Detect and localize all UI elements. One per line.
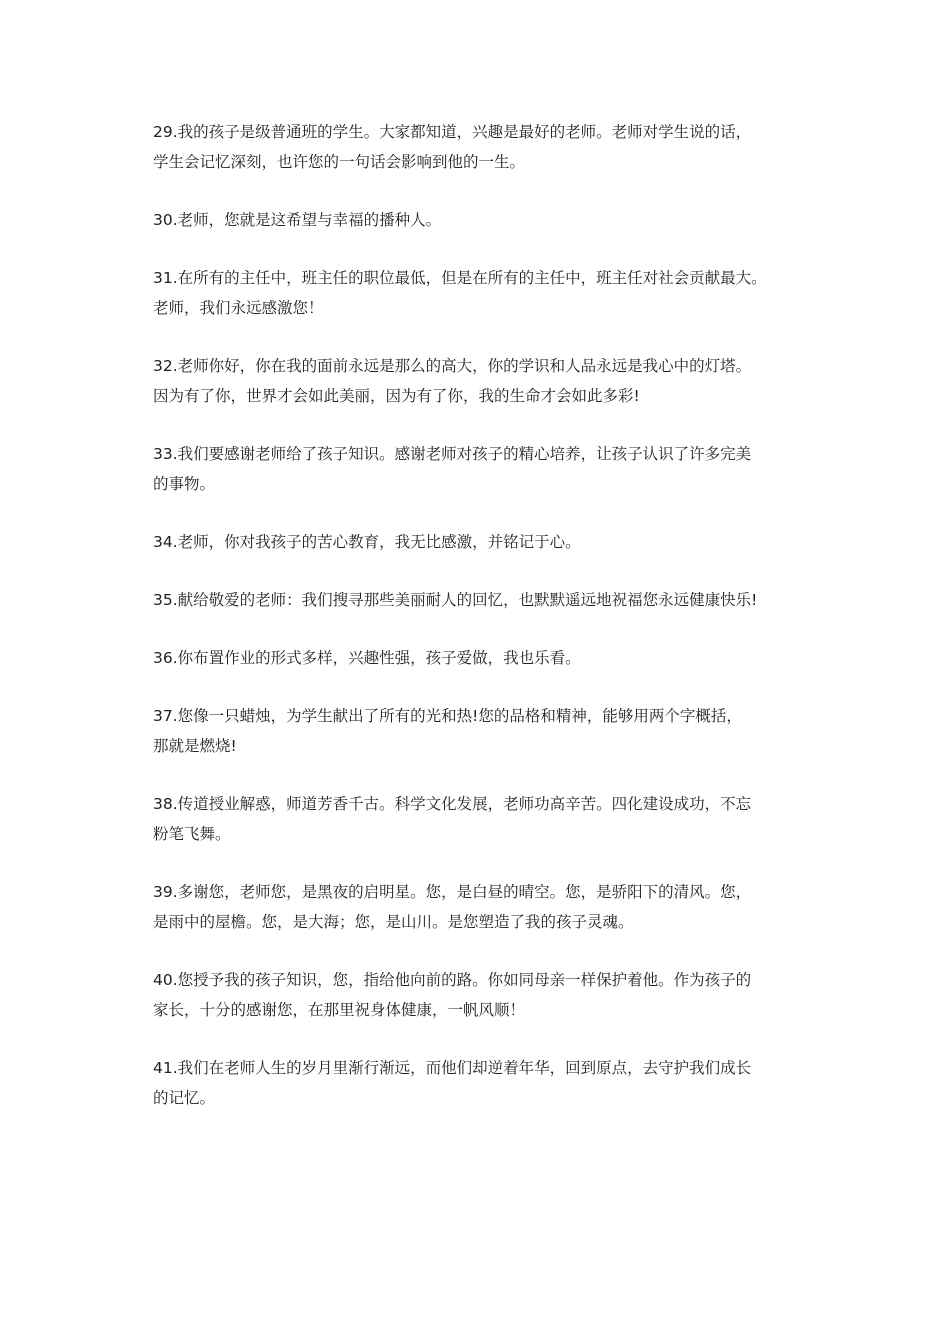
- entry-list: [153, 117, 813, 1141]
- entry-line: 粉笔飞舞。: [153, 825, 231, 843]
- entry-line: 32.老师你好，你在我的面前永远是那么的高大，你的学识和人品永远是我心中的灯塔。: [153, 357, 752, 375]
- entry-38: [153, 789, 813, 849]
- entry-line: 学生会记忆深刻，也许您的一句话会影响到他的一生。: [153, 153, 526, 171]
- entry-line: 的记忆。: [153, 1089, 216, 1107]
- entry-line: 39.多谢您，老师您，是黑夜的启明星。您，是白昼的晴空。您，是骄阳下的清风。您，: [153, 883, 752, 901]
- entry-35: [153, 585, 813, 615]
- entry-36: [153, 643, 813, 673]
- entry-line: 因为有了你，世界才会如此美丽，因为有了你，我的生命才会如此多彩!: [153, 387, 640, 405]
- entry-line: 34.老师，你对我孩子的苦心教育，我无比感激，并铭记于心。: [153, 533, 581, 551]
- entry-33: [153, 439, 813, 499]
- entry-34: [153, 527, 813, 557]
- entry-32: [153, 351, 813, 411]
- entry-39: [153, 877, 813, 937]
- entry-line: 38.传道授业解惑，师道芳香千古。科学文化发展，老师功高辛苦。四化建设成功，不忘: [153, 795, 752, 813]
- entry-line: 33.我们要感谢老师给了孩子知识。感谢老师对孩子的精心培养，让孩子认识了许多完美: [153, 445, 752, 463]
- entry-line: 35.献给敬爱的老师：我们搜寻那些美丽耐人的回忆，也默默遥远地祝福您永远健康快乐!: [153, 591, 758, 609]
- entry-line: 家长，十分的感谢您，在那里祝身体健康，一帆风顺！: [153, 1001, 526, 1019]
- entry-line: 37.您像一只蜡烛，为学生献出了所有的光和热!您的品格和精神，能够用两个字概括，: [153, 707, 742, 725]
- entry-line: 40.您授予我的孩子知识，您，指给他向前的路。你如同母亲一样保护着他。作为孩子的: [153, 971, 752, 989]
- entry-line: 30.老师，您就是这希望与幸福的播种人。: [153, 211, 442, 229]
- entry-31: [153, 263, 813, 323]
- entry-line: 的事物。: [153, 475, 216, 493]
- entry-line: 老师，我们永远感激您！: [153, 299, 324, 317]
- entry-29: [153, 117, 813, 177]
- entry-line: 36.你布置作业的形式多样，兴趣性强，孩子爱做，我也乐看。: [153, 649, 581, 667]
- entry-line: 29.我的孩子是级普通班的学生。大家都知道，兴趣是最好的老师。老师对学生说的话，: [153, 123, 752, 141]
- entry-line: 31.在所有的主任中，班主任的职位最低，但是在所有的主任中，班主任对社会贡献最大。: [153, 269, 767, 287]
- entry-30: [153, 205, 813, 235]
- entry-40: [153, 965, 813, 1025]
- entry-37: [153, 701, 813, 761]
- entry-line: 那就是燃烧!: [153, 737, 237, 755]
- entry-line: 41.我们在老师人生的岁月里渐行渐远，而他们却逆着年华，回到原点，去守护我们成长: [153, 1059, 752, 1077]
- entry-line: 是雨中的屋檐。您，是大海；您，是山川。是您塑造了我的孩子灵魂。: [153, 913, 634, 931]
- entry-41: [153, 1053, 813, 1113]
